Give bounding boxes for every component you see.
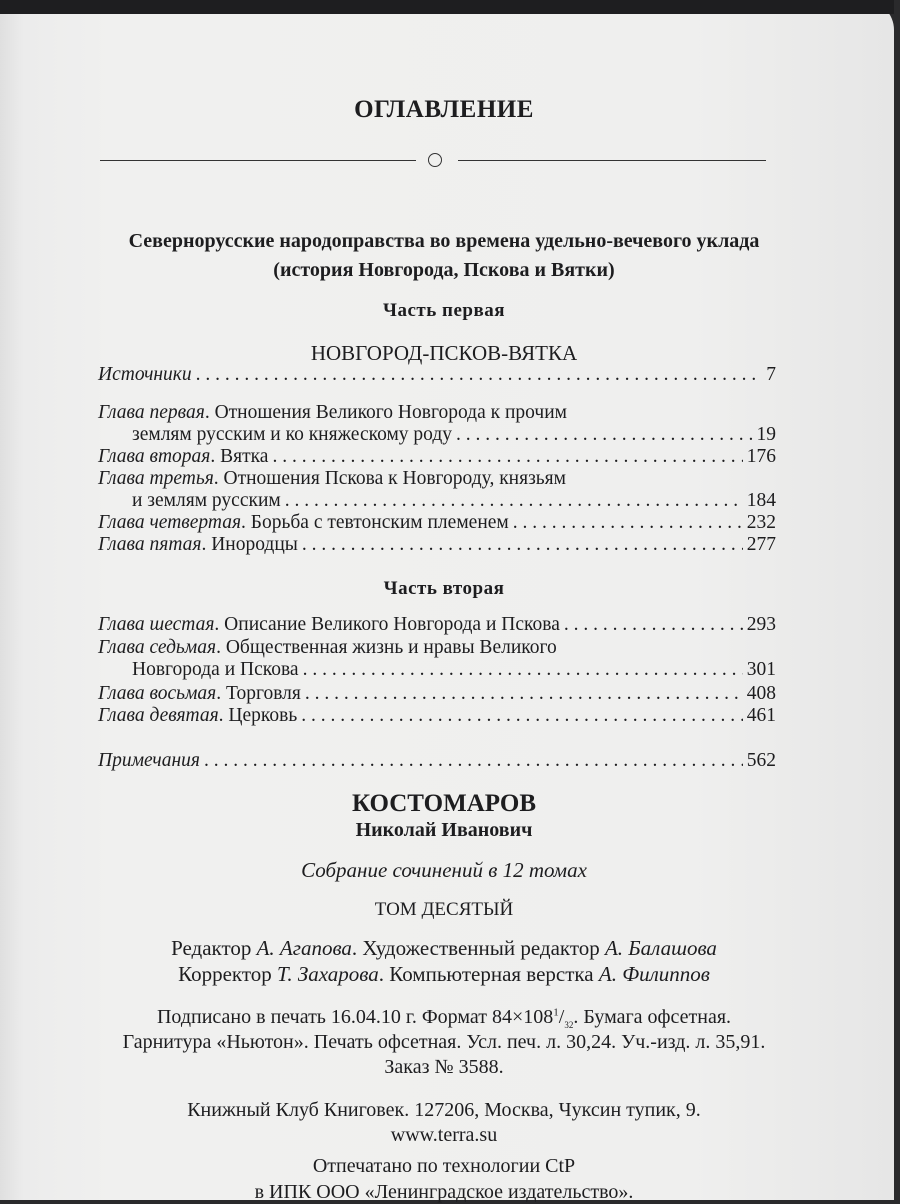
- book-title-line1: Севернорусские народоправства во времена удельно-вечевого уклада: [128, 230, 760, 252]
- dot-leader: [305, 683, 743, 705]
- dot-leader: [564, 614, 743, 636]
- dot-leader: [303, 659, 743, 681]
- print-info-text: . Бумага офсетная.: [573, 1006, 732, 1028]
- credit-role: Корректор: [178, 962, 277, 986]
- toc-title-line2: землям русским и ко княжескому роду: [132, 424, 453, 445]
- toc-label: Глава седьмая: [98, 637, 217, 658]
- toc-page-number: 232: [746, 512, 776, 533]
- toc-title-line1: . Отношения Пскова к Новгороду, князьям: [213, 468, 566, 489]
- dot-leader: [301, 705, 743, 727]
- divider-left: [100, 160, 416, 161]
- print-info-line-1: [0, 1006, 894, 1030]
- toc-page-number: 19: [756, 424, 776, 445]
- toc-label: Глава первая: [98, 402, 205, 423]
- toc-page-number: 7: [766, 364, 776, 385]
- page-top-edge: [0, 0, 894, 14]
- toc-entry-chapter-2[interactable]: [98, 446, 776, 468]
- credit-person: Т. Захарова: [276, 962, 379, 986]
- toc-title: . Церковь: [218, 705, 298, 726]
- dot-leader: [204, 750, 743, 772]
- credit-person: А. Агапова: [256, 936, 352, 960]
- toc-entry-chapter-5[interactable]: [98, 534, 776, 556]
- toc-entry-chapter-8[interactable]: [98, 683, 776, 705]
- publisher-address: Книжный Клуб Книговек. 127206, Москва, Чуксин тупик, 9.: [187, 1099, 701, 1121]
- toc-title: . Торговля: [216, 683, 301, 704]
- toc-title: . Борьба с тевтонским племенем: [241, 512, 509, 533]
- credit-role: Редактор: [171, 936, 257, 960]
- format-slash: /: [558, 1006, 565, 1028]
- print-info-order: Заказ № 3588.: [384, 1056, 504, 1078]
- credit-role: . Компьютерная верстка: [378, 962, 599, 986]
- toc-title-line2: Новгорода и Пскова: [132, 659, 299, 680]
- printing-info-line-1: Отпечатано по технологии CtP: [312, 1155, 576, 1177]
- toc-label: Глава пятая: [98, 534, 202, 555]
- dot-leader: [285, 490, 743, 512]
- toc-page-number: 184: [746, 490, 776, 511]
- credits-line-1: [0, 936, 894, 961]
- printing-info-line-2: в ИПК ООО «Ленинградское издательство».: [254, 1181, 634, 1203]
- toc-page-number: 293: [746, 614, 776, 635]
- print-info-line-2: Гарнитура «Ньютон». Печать офсетная. Усл. печ. л. 30,24. Уч.-изд. л. 35,91.: [122, 1031, 766, 1053]
- part1-heading: Часть первая: [383, 300, 505, 321]
- toc-page-number: 277: [746, 534, 776, 555]
- publisher-website[interactable]: www.terra.su: [390, 1124, 498, 1146]
- print-info-text: Подписано в печать 16.04.10 г. Формат 84×108: [156, 1006, 554, 1028]
- book-title-line2: (история Новгорода, Пскова и Вятки): [273, 259, 615, 281]
- toc-entry-chapter-1[interactable]: [98, 402, 776, 446]
- toc-page-number: 301: [746, 659, 776, 680]
- toc-label: Глава третья: [98, 468, 214, 489]
- toc-entry-chapter-7[interactable]: [98, 637, 776, 681]
- dot-leader: [196, 364, 763, 386]
- credits-line-2: [0, 962, 894, 987]
- divider-right: [458, 160, 766, 161]
- dot-leader: [302, 534, 743, 556]
- toc-label: Источники: [98, 364, 192, 385]
- toc-page-number: 176: [746, 446, 776, 467]
- format-numerator: 1: [553, 1006, 559, 1019]
- volume-label: ТОМ ДЕСЯТЫЙ: [374, 899, 514, 920]
- toc-label: Примечания: [98, 750, 200, 771]
- dot-leader: [456, 424, 752, 446]
- toc-title: . Описание Великого Новгорода и Пскова: [214, 614, 560, 635]
- toc-title-line1: . Общественная жизнь и нравы Великого: [216, 637, 557, 658]
- toc-entry-chapter-3[interactable]: [98, 468, 776, 512]
- toc-entry-chapter-9[interactable]: [98, 705, 776, 727]
- toc-title: . Инородцы: [201, 534, 298, 555]
- part1-section-heading: НОВГОРОД-ПСКОВ-ВЯТКА: [310, 341, 578, 365]
- toc-label: Глава восьмая: [98, 683, 217, 704]
- toc-label: Глава девятая: [98, 705, 219, 726]
- toc-page-number: 461: [746, 705, 776, 726]
- author-surname: КОСТОМАРОВ: [352, 790, 536, 817]
- toc-entry-sources[interactable]: [98, 364, 776, 386]
- collection-title: Собрание сочинений в 12 томах: [301, 858, 587, 882]
- dot-leader: [272, 446, 742, 468]
- format-denominator: 32: [564, 1020, 574, 1030]
- author-name: Николай Иванович: [355, 819, 533, 841]
- toc-label: Глава четвертая: [98, 512, 242, 533]
- toc-entry-chapter-4[interactable]: [98, 512, 776, 534]
- toc-entry-chapter-6[interactable]: [98, 614, 776, 636]
- divider-ornament: [428, 153, 442, 167]
- page-title: ОГЛАВЛЕНИЕ: [354, 96, 534, 123]
- part2-heading: Часть вторая: [383, 578, 505, 599]
- toc-label: Глава вторая: [98, 446, 211, 467]
- dot-leader: [513, 512, 743, 534]
- toc-page-number: 408: [746, 683, 776, 704]
- toc-label: Глава шестая: [98, 614, 215, 635]
- toc-title: . Вятка: [210, 446, 269, 467]
- toc-entry-notes[interactable]: [98, 750, 776, 772]
- credit-person: А. Филиппов: [598, 962, 710, 986]
- toc-title-line2: и землям русским: [132, 490, 281, 511]
- credit-role: . Художественный редактор: [351, 936, 605, 960]
- toc-page-number: 562: [746, 750, 776, 771]
- toc-title-line1: . Отношения Великого Новгорода к прочим: [204, 402, 567, 423]
- credit-person: А. Балашова: [604, 936, 717, 960]
